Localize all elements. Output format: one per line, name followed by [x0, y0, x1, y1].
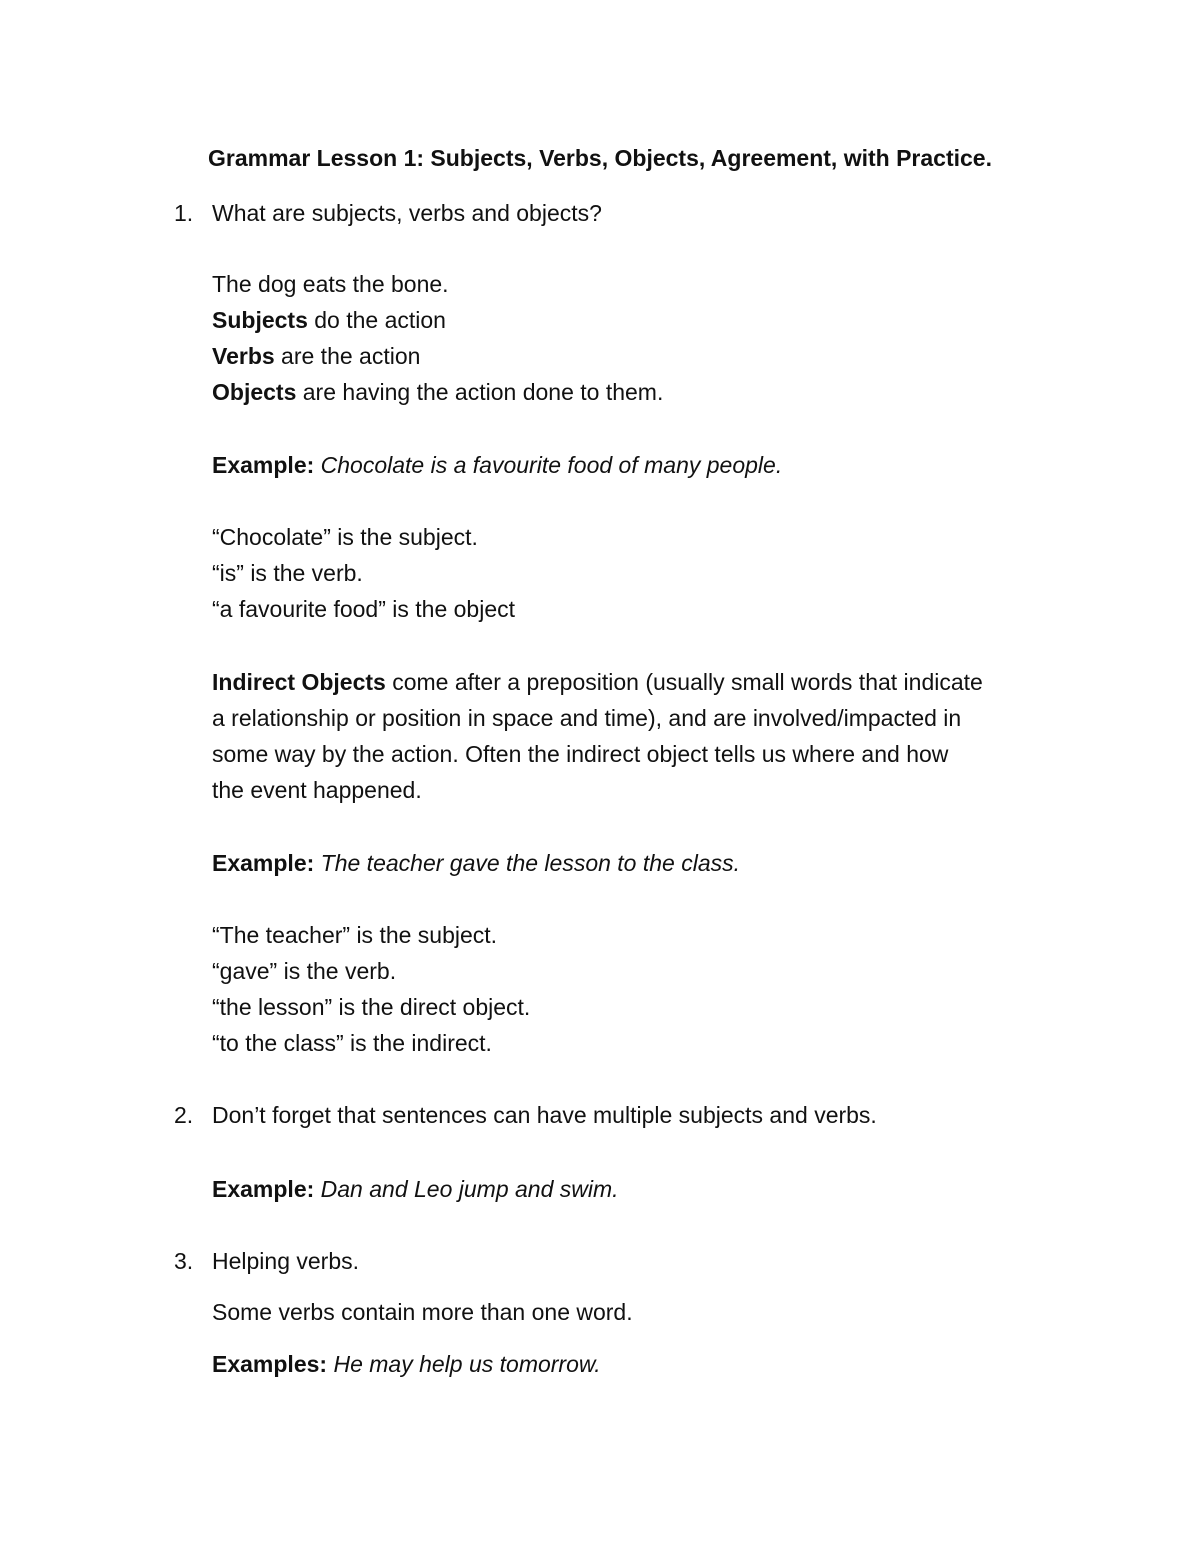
example-3-label: Example:	[212, 1176, 315, 1202]
verbs-definition	[212, 338, 420, 374]
subjects-term: Subjects	[212, 307, 308, 333]
sample-sentence: The dog eats the bone.	[212, 271, 449, 297]
example-1-text: Chocolate is a favourite food of many people.	[314, 452, 783, 478]
example-2-text: The teacher gave the lesson to the class.	[314, 850, 741, 876]
indirect-objects-line-3: some way by the action. Often the indirect object tells us where and how	[212, 741, 949, 767]
example-4-label: Examples:	[212, 1351, 328, 1377]
section-3-text: Some verbs contain more than one word.	[212, 1299, 633, 1325]
section-3-number: 3.	[174, 1248, 194, 1274]
example-2-indirect-object: “to the class” is the indirect.	[212, 1030, 492, 1056]
objects-definition	[212, 374, 663, 410]
example-2-label: Example:	[212, 850, 315, 876]
example-4-text: He may help us tomorrow.	[327, 1351, 601, 1377]
example-1-subject: “Chocolate” is the subject.	[212, 524, 478, 550]
verbs-term: Verbs	[212, 343, 275, 369]
example-4	[212, 1346, 601, 1382]
example-3	[212, 1171, 619, 1207]
page-title: Grammar Lesson 1: Subjects, Verbs, Objects, Agreement, with Practice.	[208, 145, 992, 171]
indirect-objects-line-2: a relationship or position in space and time), and are involved/impacted in	[212, 705, 962, 731]
example-3-text: Dan and Leo jump and swim.	[314, 1176, 619, 1202]
example-2-verb: “gave” is the verb.	[212, 958, 397, 984]
example-1-verb: “is” is the verb.	[212, 560, 363, 586]
section-1-heading: What are subjects, verbs and objects?	[212, 200, 602, 226]
verbs-def-text: are the action	[274, 343, 421, 369]
example-1-object: “a favourite food” is the object	[212, 596, 515, 622]
section-2-heading: Don’t forget that sentences can have multiple subjects and verbs.	[212, 1102, 877, 1128]
indirect-objects-line-4: the event happened.	[212, 777, 422, 803]
example-2-direct-object: “the lesson” is the direct object.	[212, 994, 531, 1020]
section-3-heading: Helping verbs.	[212, 1248, 360, 1274]
example-1-label: Example:	[212, 452, 315, 478]
subjects-def-text: do the action	[307, 307, 446, 333]
example-1	[212, 447, 782, 483]
indirect-objects-term: Indirect Objects	[212, 669, 386, 695]
indirect-objects-line-1	[212, 664, 983, 700]
example-2-subject: “The teacher” is the subject.	[212, 922, 498, 948]
section-2-number: 2.	[174, 1102, 194, 1128]
example-2	[212, 845, 740, 881]
subjects-definition	[212, 302, 446, 338]
objects-def-text: are having the action done to them.	[296, 379, 664, 405]
indirect-line-1-text: come after a preposition (usually small words that indicate	[385, 669, 983, 695]
section-1-number: 1.	[174, 200, 194, 226]
objects-term: Objects	[212, 379, 297, 405]
